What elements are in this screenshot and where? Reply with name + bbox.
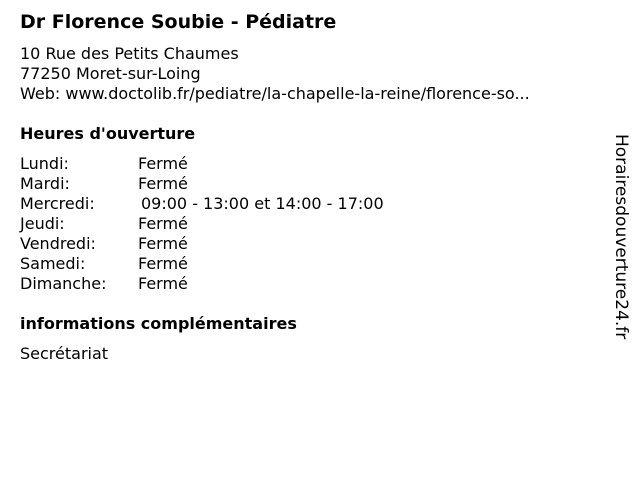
site-watermark: Horairesdouverture24.fr (611, 134, 631, 340)
hours-value: 09:00 - 13:00 et 14:00 - 17:00 (141, 194, 384, 213)
hours-value: Fermé (138, 174, 188, 193)
address-city: 77250 Moret-sur-Loing (20, 64, 201, 83)
hours-value: Fermé (138, 214, 188, 233)
hours-value: Fermé (138, 254, 188, 273)
additional-info-heading: informations complémentaires (20, 314, 297, 333)
day-label: Dimanche: (20, 274, 107, 293)
day-label: Jeudi: (20, 214, 65, 233)
address-block (20, 44, 530, 104)
hours-value: Fermé (138, 234, 188, 253)
day-label: Mardi: (20, 174, 70, 193)
day-label: Samedi: (20, 254, 86, 273)
hours-value: Fermé (138, 274, 188, 293)
day-label: Lundi: (20, 154, 69, 173)
day-label: Vendredi: (20, 234, 96, 253)
address-street: 10 Rue des Petits Chaumes (20, 44, 239, 63)
day-label: Mercredi: (20, 194, 95, 213)
website-link[interactable]: Web: www.doctolib.fr/pediatre/la-chapelle-la-reine/florence-so... (20, 84, 530, 103)
hours-value: Fermé (138, 154, 188, 173)
additional-info-text: Secrétariat (20, 344, 109, 363)
opening-hours-heading: Heures d'ouverture (20, 124, 196, 143)
page-title: Dr Florence Soubie - Pédiatre (20, 11, 337, 33)
